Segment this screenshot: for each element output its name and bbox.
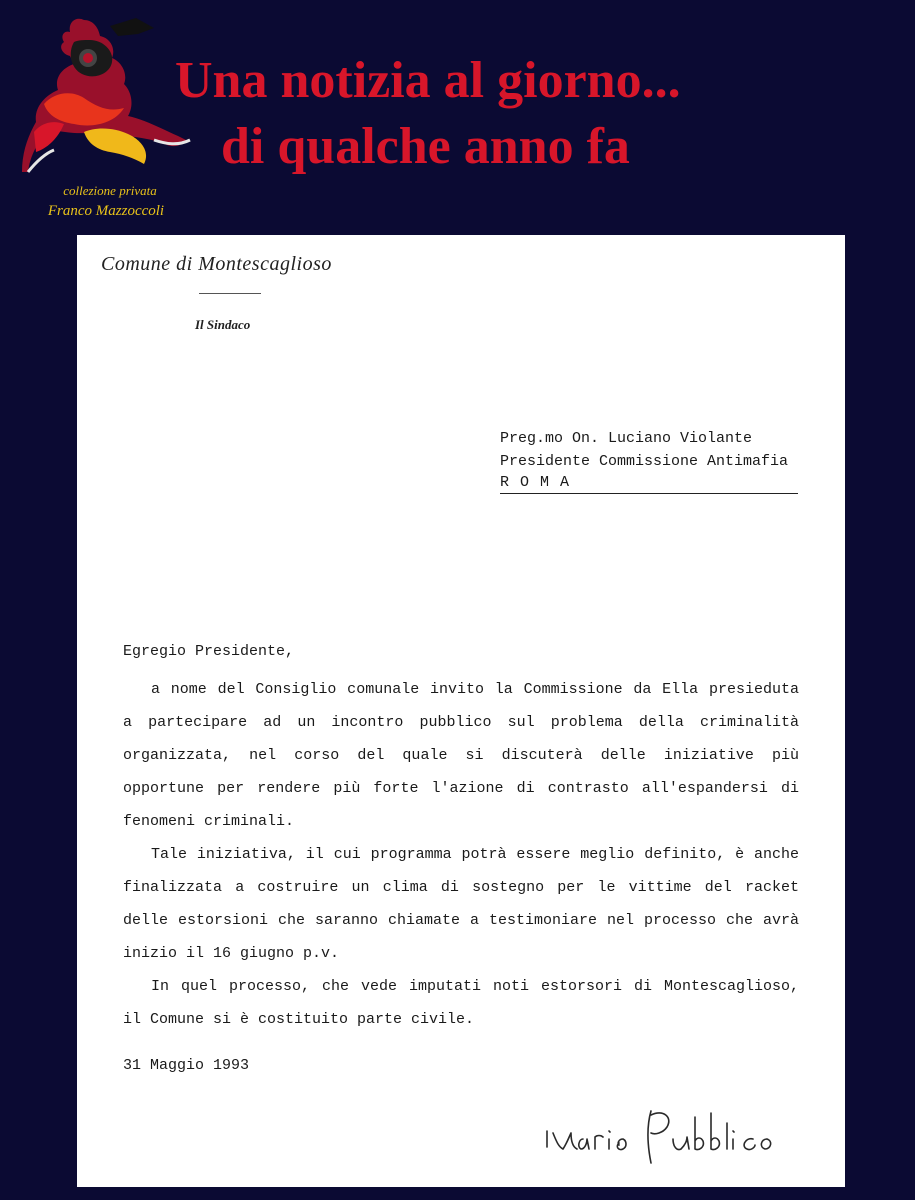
page-headline	[175, 48, 895, 180]
collection-caption: collezione privata	[63, 183, 157, 198]
recipient-city: ROMA	[500, 473, 798, 494]
letter-document	[77, 235, 845, 1187]
headline-line-1: Una notizia al giorno...	[175, 52, 681, 109]
dancer-logo-icon	[14, 12, 194, 187]
headline-line-2: di qualche anno fa	[221, 118, 630, 175]
recipient-address	[500, 427, 798, 494]
collection-logo	[14, 12, 194, 227]
letter-paragraph-2: Tale iniziativa, il cui programma potrà essere meglio definito, è anche finalizzata a costruire un clima di sostegno per le vittime del racket delle estorsioni che saranno chiamate a testimoniare nel processo che avrà inizio il 16 giugno p.v.	[123, 846, 799, 962]
salutation: Egregio Presidente,	[123, 643, 295, 660]
recipient-line-2: Presidente Commissione Antimafia	[500, 453, 789, 470]
letter-date: 31 Maggio 1993	[123, 1057, 250, 1074]
letter-paragraph-3: In quel processo, che vede imputati noti estorsori di Montescaglioso, il Comune si è costituito parte civile.	[123, 978, 799, 1028]
letterhead-divider	[199, 293, 261, 294]
handwritten-signature	[539, 1103, 819, 1178]
letter-paragraph-1: a nome del Consiglio comunale invito la Commissione da Ella presieduta a partecipare ad un incontro pubblico sul problema della criminalità organizzata, nel corso del quale si discuterà delle iniziative più opportune per rendere più forte l'azione di contrasto all'espandersi di fenomeni criminali.	[123, 681, 799, 830]
letterhead-sindaco: Il Sindaco	[195, 317, 251, 332]
letterhead-comune: Comune di Montescaglioso	[101, 253, 332, 275]
collector-name: Franco Mazzoccoli	[47, 203, 165, 219]
recipient-line-1: Preg.mo On. Luciano Violante	[500, 430, 753, 447]
